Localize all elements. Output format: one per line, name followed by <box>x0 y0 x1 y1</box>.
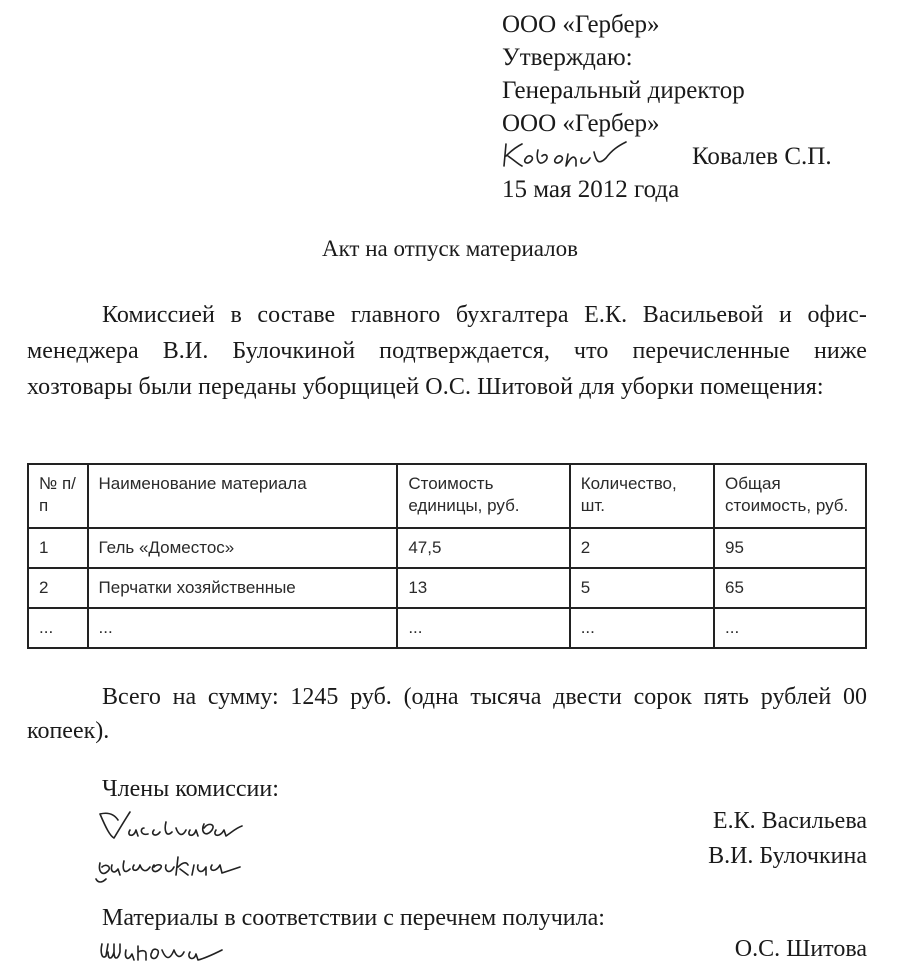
header-number: № п/п <box>28 464 88 528</box>
header-total-cost: Общая стоимость, руб. <box>714 464 866 528</box>
cell-unit-price: ... <box>397 608 569 648</box>
table-row <box>28 608 866 648</box>
cell-total-cost: ... <box>714 608 866 648</box>
cell-unit-price: 13 <box>397 568 569 608</box>
receipt-label: Материалы в соответствии с перечнем получила: <box>102 905 605 931</box>
member-1-signature <box>96 808 246 844</box>
member-1-name: Е.К. Васильева <box>712 808 867 834</box>
table-header-row <box>28 464 866 528</box>
director-name: Ковалев С.П. <box>692 143 832 170</box>
header-quantity: Количество, шт. <box>570 464 714 528</box>
director-signature <box>498 136 638 174</box>
cell-total-cost: 95 <box>714 528 866 568</box>
cell-number: 1 <box>28 528 88 568</box>
cell-number: 2 <box>28 568 88 608</box>
approval-company-2: ООО «Гербер» <box>502 110 660 137</box>
receiver-signature <box>98 934 228 968</box>
approval-position: Генеральный директор <box>502 77 745 104</box>
cell-quantity: ... <box>570 608 714 648</box>
cell-quantity: 2 <box>570 528 714 568</box>
commission-label: Члены комиссии: <box>102 776 279 802</box>
cell-material-name: ... <box>88 608 398 648</box>
materials-table <box>27 463 867 649</box>
document-title: Акт на отпуск материалов <box>321 236 579 261</box>
header-material-name: Наименование материала <box>88 464 398 528</box>
receiver-name: О.С. Шитова <box>734 936 867 962</box>
approval-date: 15 мая 2012 года <box>502 176 680 203</box>
approval-block <box>502 8 832 206</box>
header-unit-price: Стоимость единицы, руб. <box>397 464 569 528</box>
approval-company: ООО «Гербер» <box>502 11 660 38</box>
table-row <box>28 568 866 608</box>
intro-paragraph: Комиссией в составе главного бухгалтера Е.К. Васильевой и офис-менеджера В.И. Булочкиной подтверждается, что перечисленные ниже хозтовары были переданы уборщицей О.С. Шитовой для уборки помещения: <box>27 302 867 400</box>
cell-material-name: Гель «Доместос» <box>88 528 398 568</box>
approval-approve-label: Утверждаю: <box>502 44 633 71</box>
total-sum: Всего на сумму: 1245 руб. (одна тысяча двести сорок пять рублей 00 копеек). <box>27 684 867 744</box>
member-2-signature <box>94 843 244 885</box>
cell-total-cost: 65 <box>714 568 866 608</box>
cell-unit-price: 47,5 <box>397 528 569 568</box>
cell-material-name: Перчатки хозяйственные <box>88 568 398 608</box>
cell-number: ... <box>28 608 88 648</box>
table-row <box>28 528 866 568</box>
member-2-name: В.И. Булочкина <box>708 843 867 869</box>
cell-quantity: 5 <box>570 568 714 608</box>
